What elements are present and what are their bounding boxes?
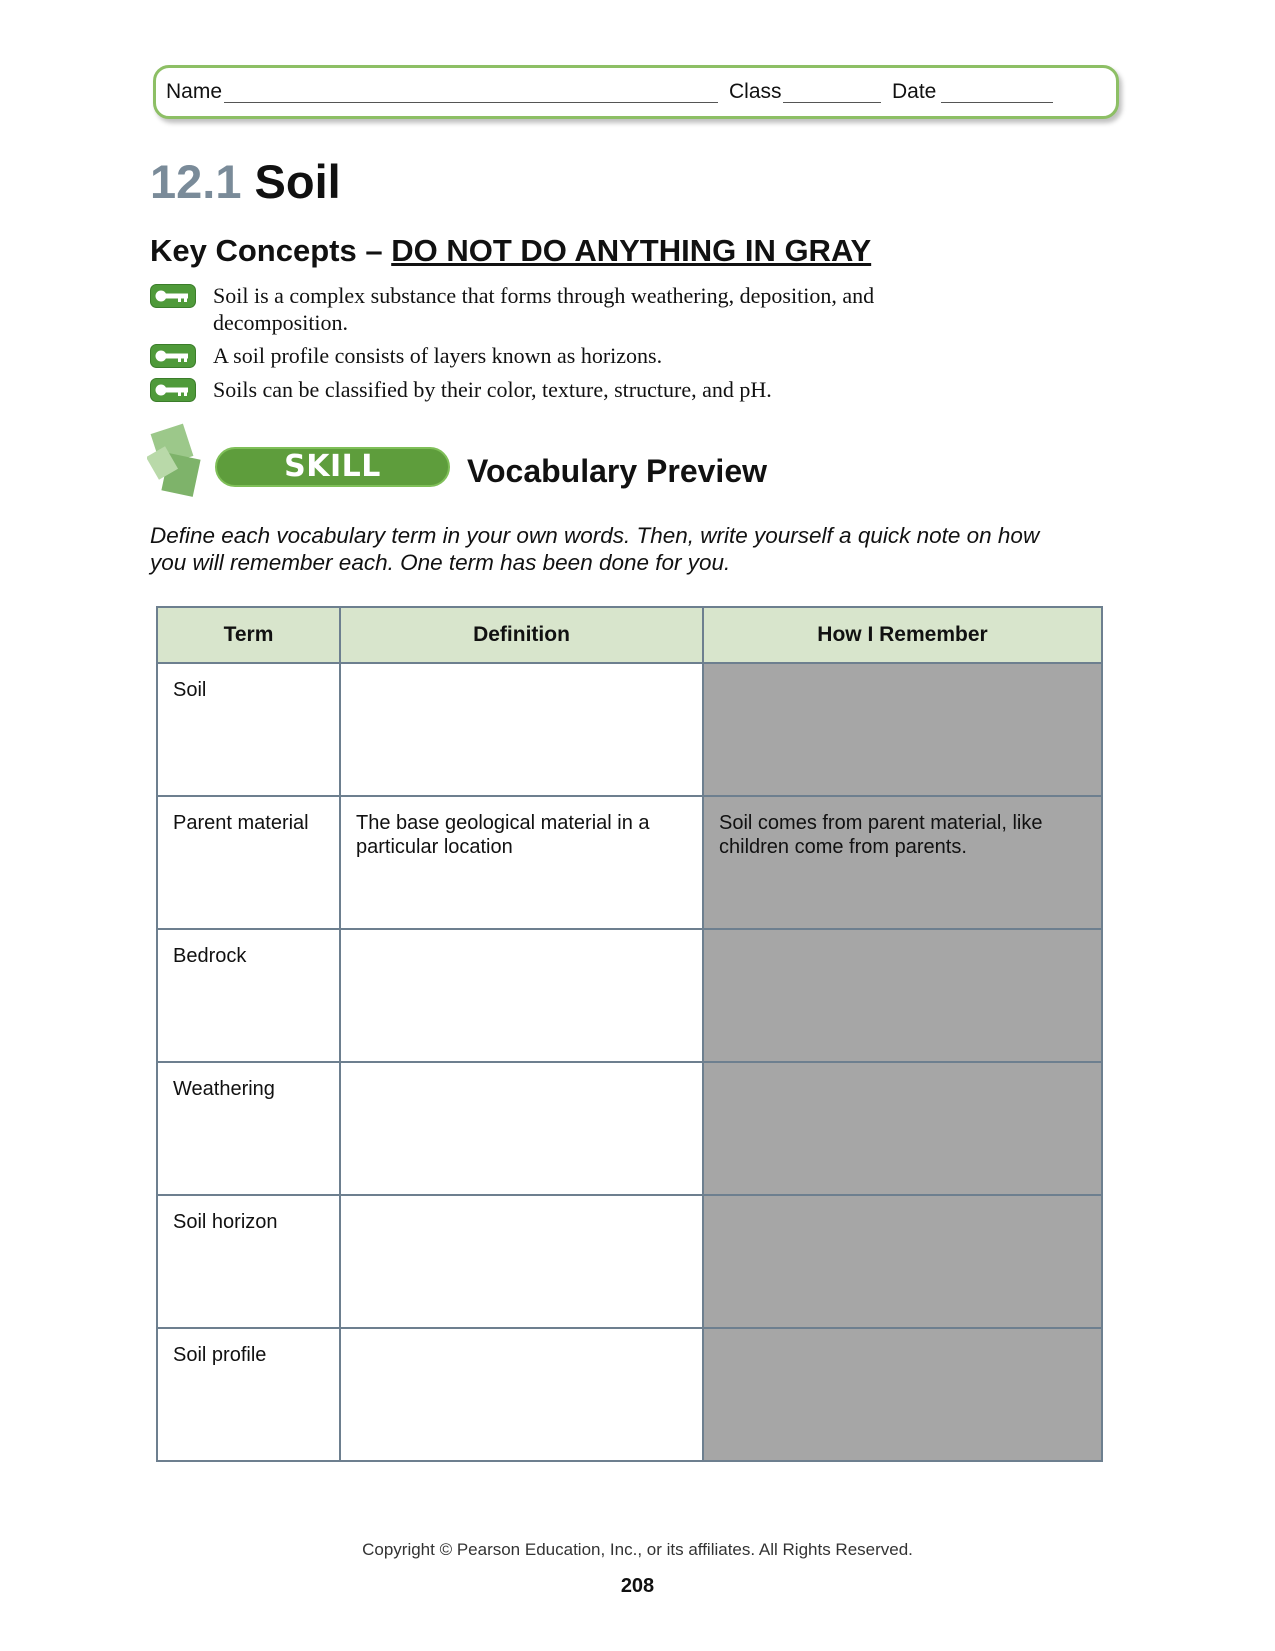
column-header-how-i-remember: How I Remember [703, 607, 1102, 663]
term-cell: Soil profile [157, 1328, 340, 1461]
definition-cell[interactable] [340, 1195, 703, 1328]
page-number: 208 [620, 1575, 655, 1597]
key-icon [150, 284, 196, 308]
skill-builder-badge: SKILL BUILDER [215, 447, 450, 487]
key-icon [150, 378, 196, 402]
column-header-definition: Definition [340, 607, 703, 663]
section-number: 12.1 [150, 155, 242, 208]
column-header-term: Term [157, 607, 340, 663]
skill-builder-icon [147, 420, 207, 505]
definition-cell[interactable] [340, 1328, 703, 1461]
vocabulary-table [156, 606, 1103, 1462]
key-concepts-label: Key Concepts – [150, 233, 383, 268]
copyright-notice: Copyright © Pearson Education, Inc., or its affiliates. All Rights Reserved. [362, 1540, 913, 1559]
term-cell: Bedrock [157, 929, 340, 1062]
term-cell: Weathering [157, 1062, 340, 1195]
term-cell: Parent material [157, 796, 340, 929]
key-icon [150, 344, 196, 368]
remember-cell [703, 1328, 1102, 1461]
definition-cell[interactable] [340, 1062, 703, 1195]
name-class-date-box [153, 65, 1119, 119]
section-title: Soil [254, 155, 341, 208]
class-label: Class [729, 80, 782, 103]
key-concept-text: A soil profile consists of layers known as horizons. [213, 343, 663, 368]
term-cell: Soil [157, 663, 340, 796]
key-concept-text: Soils can be classified by their color, texture, structure, and pH. [213, 377, 772, 402]
key-concept-item [150, 376, 970, 403]
remember-cell [703, 929, 1102, 1062]
remember-cell [703, 663, 1102, 796]
date-label: Date [892, 80, 937, 103]
table-row [157, 1328, 1102, 1461]
name-line[interactable] [224, 102, 718, 103]
remember-cell: Soil comes from parent material, like children come from parents. [703, 796, 1102, 929]
key-concept-item [150, 342, 970, 369]
table-row [157, 1062, 1102, 1195]
table-row [157, 1195, 1102, 1328]
table-row [157, 796, 1102, 929]
instructions: Define each vocabulary term in your own words. Then, write yourself a quick note on how you will remember each. One term has been done for you. [150, 523, 1040, 575]
key-concepts-heading [150, 235, 871, 266]
table-row [157, 663, 1102, 796]
definition-cell[interactable] [340, 663, 703, 796]
vocabulary-preview-heading: Vocabulary Preview [467, 453, 767, 489]
term-cell: Soil horizon [157, 1195, 340, 1328]
table-header-row [157, 607, 1102, 663]
date-line[interactable] [941, 102, 1053, 103]
key-concept-text: Soil is a complex substance that forms through weathering, deposition, and decomposition. [213, 283, 875, 335]
class-line[interactable] [783, 102, 881, 103]
name-label: Name [166, 80, 223, 103]
remember-cell [703, 1062, 1102, 1195]
remember-cell [703, 1195, 1102, 1328]
gray-warning: DO NOT DO ANYTHING IN GRAY [391, 233, 872, 268]
table-row [157, 929, 1102, 1062]
definition-cell[interactable] [340, 929, 703, 1062]
key-concept-item [150, 282, 970, 336]
page-title [150, 155, 341, 208]
definition-cell: The base geological material in a particular location [340, 796, 703, 929]
